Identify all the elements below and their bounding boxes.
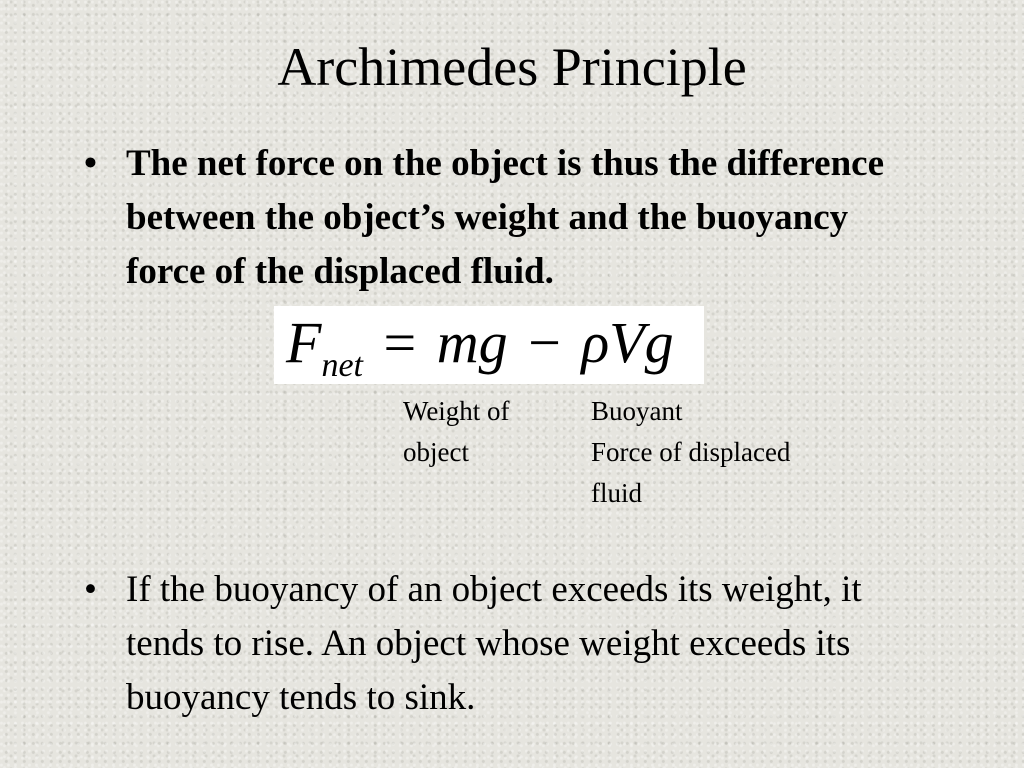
formula-lhs: F (286, 310, 322, 375)
formula-lhs-subscript: net (321, 347, 363, 384)
slide-title: Archimedes Principle (277, 37, 747, 97)
formula-equals: = (383, 310, 417, 375)
formula-minus: − (528, 310, 561, 375)
label-line: Weight of (403, 396, 510, 426)
buoyant-force-label (591, 391, 851, 514)
weight-of-object-label (403, 391, 553, 473)
bullet-marker: • (84, 569, 97, 610)
bullet-text: The net force on the object is thus the difference between the object’s weight and the buoyancy force of the displaced fluid. (126, 143, 885, 292)
label-line: object (403, 437, 469, 467)
bullet-net-force (84, 137, 904, 299)
bullet-buoyancy-rule (84, 563, 904, 725)
bullet-marker: • (84, 143, 97, 184)
formula-image (274, 306, 704, 384)
label-line: fluid (591, 478, 642, 508)
bullet-text: If the buoyancy of an object exceeds its weight, it tends to rise. An object whose weight exceeds its buoyancy tends to sink. (126, 569, 862, 718)
net-force-formula (286, 310, 674, 399)
label-line: Buoyant (591, 396, 683, 426)
label-line: Force of displaced (591, 437, 791, 467)
formula-buoyant-term: ρVg (581, 310, 674, 375)
formula-weight-term: mg (436, 310, 508, 375)
